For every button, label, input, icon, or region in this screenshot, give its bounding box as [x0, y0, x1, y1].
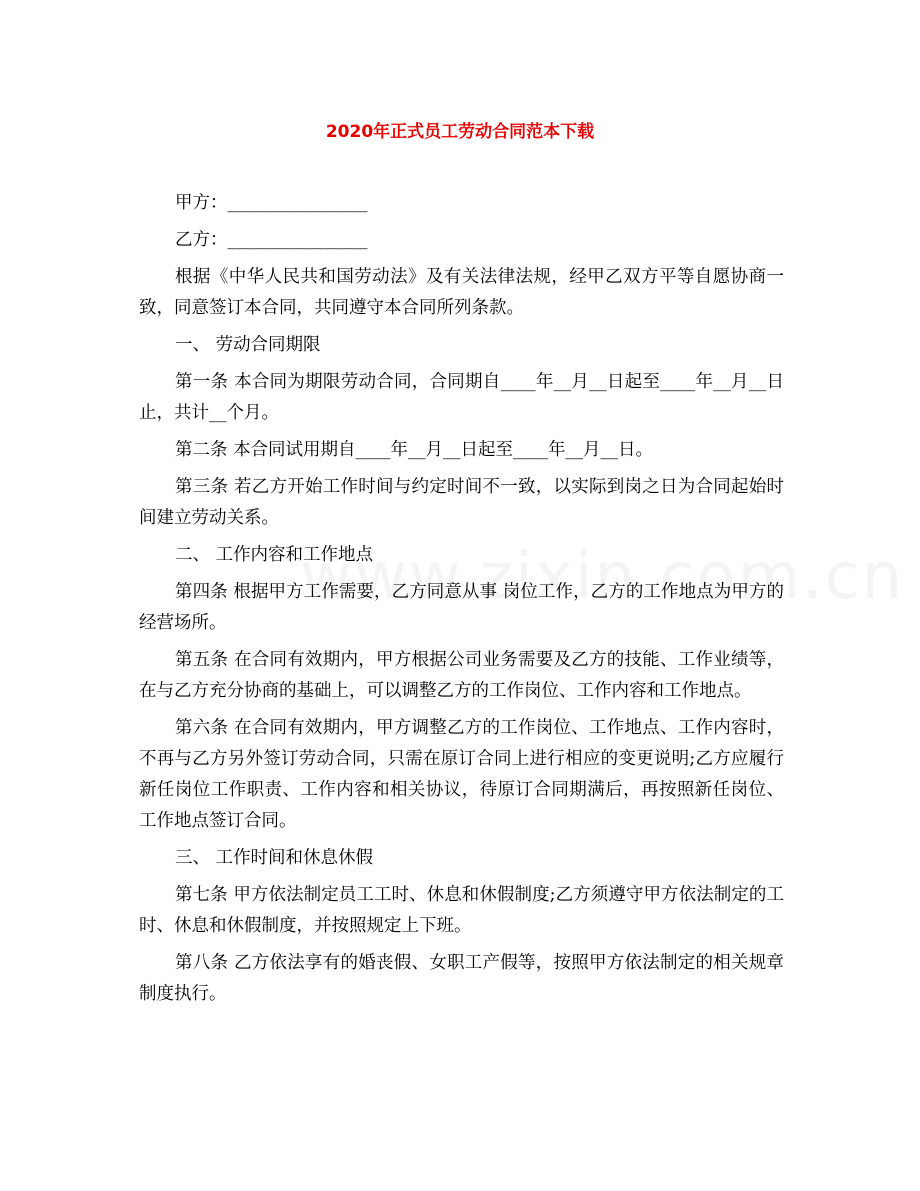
- article-6: 第六条 在合同有效期内，甲方调整乙方的工作岗位、工作地点、工作内容时，不再与乙方另外签订劳动合同，只需在原订合同上进行相应的变更说明;乙方应履行新任岗位工作职责、工作内容和相关协议，待原订合同期满后，再按照新任岗位、工作地点签订合同。: [139, 718, 784, 831]
- article-7: 第七条 甲方依法制定员工工时、休息和休假制度;乙方须遵守甲方依法制定的工时、休息和休假制度，并按照规定上下班。: [139, 885, 784, 936]
- article-5: 第五条 在合同有效期内，甲方根据公司业务需要及乙方的技能、工作业绩等，在与乙方充分协商的基础上，可以调整乙方的工作岗位、工作内容和工作地点。: [139, 650, 784, 701]
- article-1: 第一条 本合同为期限劳动合同，合同期自____年__月__日起至____年__月__日止，共计__个月。: [139, 372, 784, 423]
- preamble-paragraph: 根据《中华人民共和国劳动法》及有关法律法规，经甲乙双方平等自愿协商一致，同意签订本合同，共同遵守本合同所列条款。: [139, 267, 784, 318]
- section-heading-term: 一、 劳动合同期限: [175, 335, 321, 355]
- document-body: [139, 188, 784, 1016]
- article-8: 第八条 乙方依法享有的婚丧假、女职工产假等，按照甲方依法制定的相关规章制度执行。: [139, 953, 784, 1004]
- article-3: 第三条 若乙方开始工作时间与约定时间不一致，以实际到岗之日为合同起始时间建立劳动关系。: [139, 477, 784, 528]
- article-2: 第二条 本合同试用期自____年__月__日起至____年__月__日。: [175, 440, 654, 460]
- section-heading-hours: 三、 工作时间和休息休假: [175, 848, 374, 868]
- section-heading-work: 二、 工作内容和工作地点: [175, 545, 374, 565]
- article-4: 第四条 根据甲方工作需要，乙方同意从事 岗位工作，乙方的工作地点为甲方的经营场所。: [139, 582, 784, 633]
- party-a-line: 甲方：________________: [175, 193, 368, 213]
- document-title: 2020年正式员工劳动合同范本下载: [325, 122, 595, 142]
- party-b-line: 乙方：________________: [175, 230, 368, 250]
